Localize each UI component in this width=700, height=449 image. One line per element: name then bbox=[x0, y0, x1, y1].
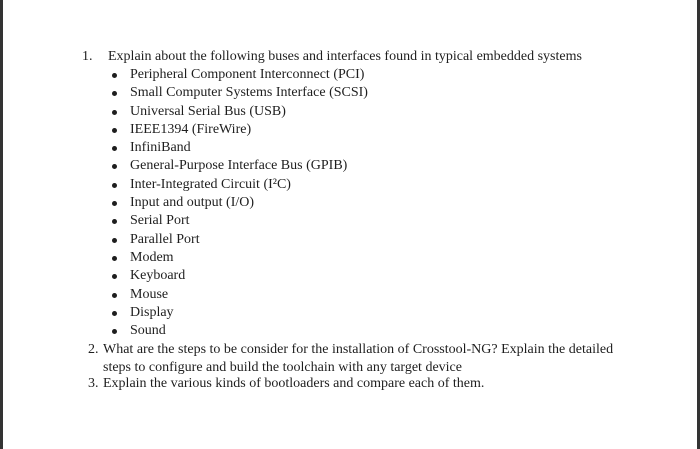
list-item-text: General-Purpose Interface Bus (GPIB) bbox=[130, 158, 348, 174]
list-item bbox=[108, 157, 368, 175]
list-item-text: InfiniBand bbox=[130, 140, 191, 156]
list-item bbox=[108, 84, 368, 102]
question-2-text: What are the steps to be consider for the installation of Crosstool-NG? Explain the detailed steps to configure and build the toolchain with any target device bbox=[103, 342, 614, 375]
question-3 bbox=[88, 375, 648, 393]
bullet-icon bbox=[112, 146, 117, 151]
bullet-icon bbox=[112, 293, 117, 298]
list-item bbox=[108, 231, 368, 249]
question-1-number: 1. bbox=[82, 49, 93, 64]
list-item-text: Mouse bbox=[130, 286, 169, 302]
list-item-text: Display bbox=[130, 304, 174, 320]
bullet-icon bbox=[112, 238, 117, 243]
question-2 bbox=[88, 341, 648, 379]
bullet-icon bbox=[112, 164, 117, 169]
bus-interface-list bbox=[108, 66, 368, 340]
list-item bbox=[108, 139, 368, 157]
list-item-text: Universal Serial Bus (USB) bbox=[130, 103, 286, 119]
bullet-icon bbox=[112, 183, 117, 188]
list-item bbox=[108, 304, 368, 322]
list-item-text: Input and output (I/O) bbox=[130, 195, 255, 211]
list-item bbox=[108, 212, 368, 230]
question-3-number: 3. bbox=[88, 376, 99, 391]
question-2-number: 2. bbox=[88, 342, 99, 357]
bullet-icon bbox=[112, 91, 117, 96]
bullet-icon bbox=[112, 256, 117, 261]
list-item bbox=[108, 66, 368, 84]
list-item-text: IEEE1394 (FireWire) bbox=[130, 121, 252, 137]
question-1-text: Explain about the following buses and interfaces found in typical embedded systems bbox=[108, 49, 582, 64]
list-item-text: Sound bbox=[130, 323, 166, 339]
list-item bbox=[108, 267, 368, 285]
bullet-icon bbox=[112, 329, 117, 334]
list-item-text: Small Computer Systems Interface (SCSI) bbox=[130, 85, 368, 101]
bullet-icon bbox=[112, 201, 117, 206]
list-item-text: Inter-Integrated Circuit (I²C) bbox=[130, 176, 291, 192]
bullet-icon bbox=[112, 311, 117, 316]
list-item-text: Keyboard bbox=[130, 268, 186, 284]
bullet-icon bbox=[112, 219, 117, 224]
bullet-icon bbox=[112, 110, 117, 115]
list-item bbox=[108, 103, 368, 121]
list-item bbox=[108, 286, 368, 304]
list-item bbox=[108, 176, 368, 194]
list-item-text: Peripheral Component Interconnect (PCI) bbox=[130, 67, 365, 82]
bullet-icon bbox=[112, 274, 117, 279]
bullet-icon bbox=[112, 128, 117, 133]
list-item-text: Parallel Port bbox=[130, 231, 200, 247]
list-item-text: Serial Port bbox=[130, 213, 190, 229]
list-item bbox=[108, 249, 368, 267]
list-item bbox=[108, 121, 368, 139]
question-3-text: Explain the various kinds of bootloaders and compare each of them. bbox=[103, 376, 485, 391]
list-item bbox=[108, 322, 368, 340]
list-item bbox=[108, 194, 368, 212]
bullet-icon bbox=[112, 73, 117, 78]
list-item-text: Modem bbox=[130, 249, 174, 265]
